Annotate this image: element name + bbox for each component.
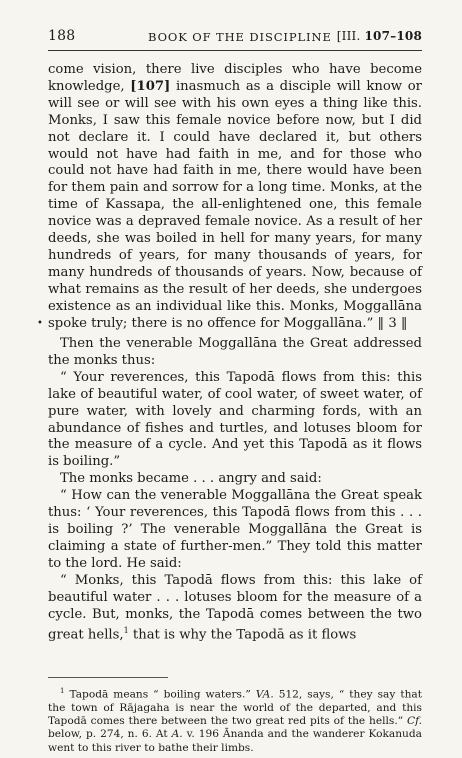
footnote-part-2: 512, says, “ they say that the town of Rājagaha is near the world of the departed, and this Tapodā comes there between the two great red pits of the hells.” (48, 688, 422, 728)
footnote-1 (48, 685, 422, 755)
paragraph-6-text: “ Monks, this Tapodā flows from this: this lake of beautiful water . . . lotuses bloom for the measure of a cycle. But, monks, the Tapodā comes between the two great hells, (48, 572, 422, 643)
paragraph-6 (48, 573, 422, 645)
paragraph-1 (48, 62, 422, 333)
section-prefix: [III. (336, 29, 361, 43)
paragraph-2: Then the venerable Moggallāna the Great addressed the monks thus: (48, 336, 422, 368)
body-block-1 (48, 62, 422, 333)
header-rule (48, 50, 422, 51)
paragraph-4: The monks became . . . angry and said: (60, 471, 322, 487)
footnote-va: VA. (255, 688, 274, 701)
running-title: BOOK OF THE DISCIPLINE (148, 30, 332, 44)
paragraph-1-part-1: come vision, there live disciples who have become knowledge, (48, 62, 422, 94)
footnote-part-1: Tapodā means “ boiling waters.” (64, 688, 256, 701)
page-number: 188 (48, 28, 76, 44)
paragraph-1-part-2: inasmuch as a disciple will know or will see or will see with his own eyes a thing like this. Monks, I saw this female novice before now, but I did not declare it. I could have declared it, but others would not have had faith in me, and for those who could not have had faith in me, there would have been for them pain and sorrow for a long time. Monks, at the time of Kassapa, the all-enlightened one, this female novice was a depraved female novice. As a result of her deeds, she was boiled in hell for many years, for many hundreds of years, for many thousands of years, for many hundreds of thousands of years. Now, because of what remains as the result of her deeds, she undergoes existence as an individual like this. Monks, Moggallāna spoke truly; there is no offence for Moggallāna.” (48, 78, 422, 331)
footnote-number: 1 (60, 687, 65, 695)
footnote-a: A. (171, 728, 183, 741)
section-refs: 107–108 (364, 29, 422, 43)
section-reference (337, 29, 422, 43)
footnote-part-3: below, p. 274, n. 6. At (48, 728, 172, 741)
section-mark: ‖ 3 ‖ (377, 315, 408, 331)
body-block-2 (48, 336, 422, 645)
footnote-ref: 1 (123, 626, 129, 636)
footnote (48, 685, 422, 755)
paragraph-3: “ Your reverences, this Tapodā flows from this: this lake of beautiful water, of cool water, of sweet water, of pure water, with lovely and charming fords, with an abundance of fishes and turtles, and lotuses bloom for the measure of a cycle. And yet this Tapodā as it flows is boiling.” (48, 369, 422, 470)
running-header (48, 28, 422, 48)
inline-ref: [107] (130, 78, 171, 94)
paragraph-5: “ How can the venerable Moggallāna the Great speak thus: ‘ Your reverences, this Tapodā flows from this . . . is boiling ?’ The venerable Moggallāna the Great is claiming a state of further-men.” They told this matter to the lord. He said: (48, 488, 422, 571)
footnote-rule (48, 677, 168, 678)
paragraph-6-end: that is why the Tapodā as it flows (128, 627, 357, 643)
footnote-cf: Cf. (406, 715, 422, 728)
margin-mark: • (37, 318, 43, 329)
footnote-part-4: v. 196 Ānanda and the wanderer Kokanuda went to this river to bathe their limbs. (48, 728, 422, 754)
